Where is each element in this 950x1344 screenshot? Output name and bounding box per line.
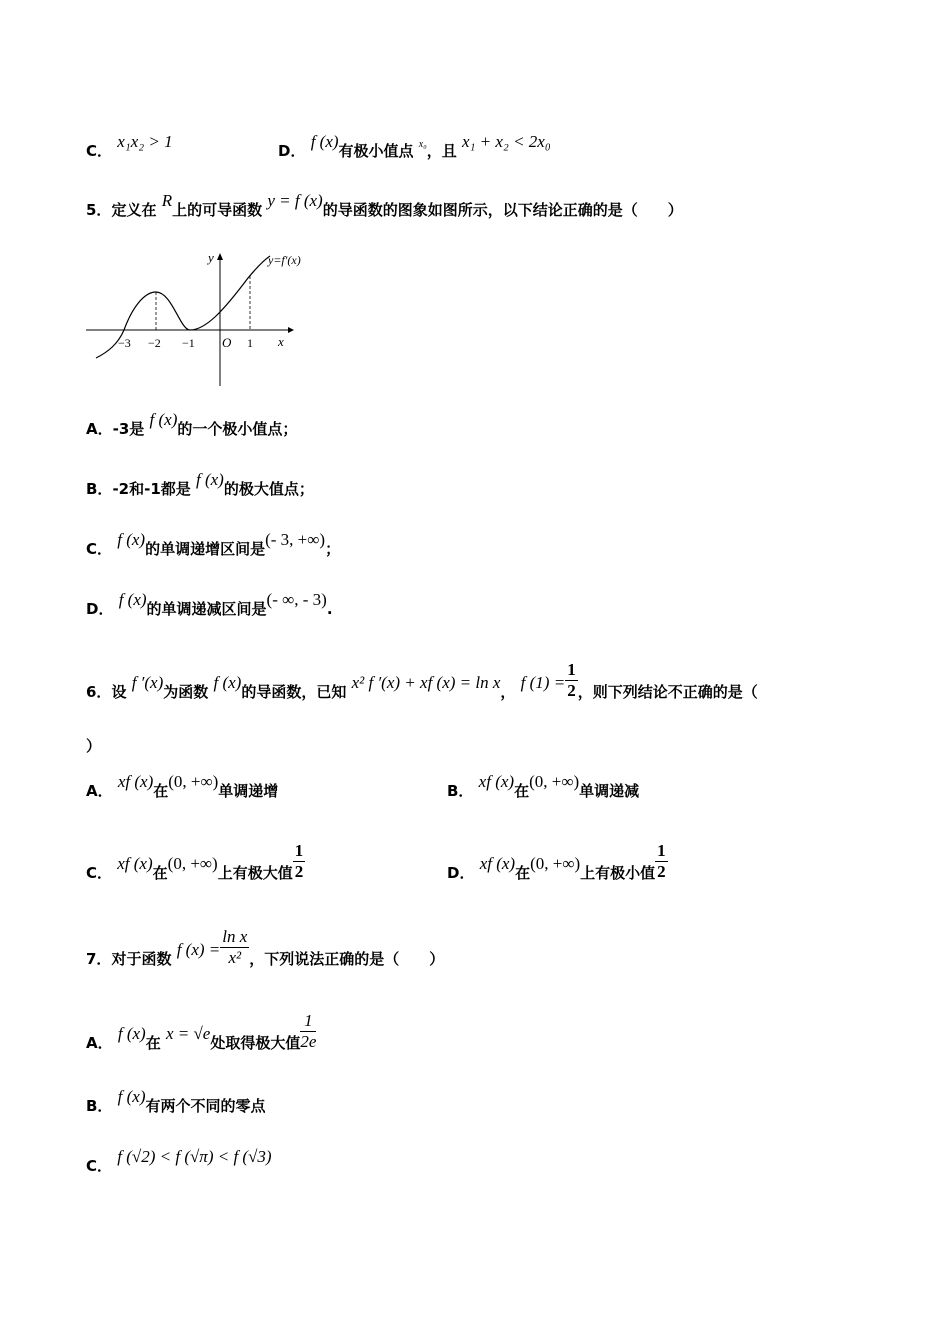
fraction-denominator: 2e: [300, 1032, 317, 1051]
x-axis-arrow: [288, 327, 294, 333]
math-expression: y = f (x): [267, 191, 323, 210]
math-expression: f (x): [117, 530, 146, 549]
fraction: [565, 660, 578, 701]
math-expression: f (x) =: [176, 940, 221, 959]
question-text: 上的可导函数: [172, 201, 263, 219]
math-expression: f (x): [310, 132, 339, 151]
q5-option-a: [86, 410, 298, 439]
q5-stem: [86, 191, 683, 220]
q4-option-d: [278, 132, 551, 164]
q6-option-c: [86, 841, 305, 894]
q7-option-a: [86, 1011, 317, 1064]
option-text: 单调递减: [579, 782, 640, 800]
option-text: 的一个极小值点；: [177, 420, 298, 438]
option-text: .: [326, 600, 333, 618]
option-text: 的极大值点；: [223, 480, 314, 498]
option-text: 的单调递减区间是: [146, 600, 267, 618]
tick-label-minus-3: −3: [118, 336, 131, 350]
option-text: 在: [515, 864, 531, 882]
option-label: C．: [86, 864, 113, 882]
question-number: 6．: [86, 683, 112, 701]
math-expression: xf (x): [478, 772, 515, 791]
fraction-numerator: ln x: [222, 927, 248, 946]
derivative-graph: [84, 248, 314, 390]
option-text: ；: [325, 540, 341, 558]
q7-stem: [86, 927, 445, 980]
option-text: 在: [153, 782, 169, 800]
math-expression: x₀: [418, 139, 427, 150]
math-expression: f (x): [117, 1087, 146, 1106]
q6-stem-close: ）: [86, 737, 102, 755]
math-expression: (0, +∞): [168, 772, 219, 791]
y-axis-arrow: [217, 253, 223, 260]
option-text: 上有极大值: [217, 864, 293, 882]
math-expression: f ′(x): [131, 673, 164, 692]
option-label: B．: [447, 782, 474, 800]
option-text: 上有极小值: [580, 864, 656, 882]
q5-option-b: [86, 470, 314, 499]
tick-label-1: 1: [247, 336, 253, 350]
math-expression: (0, +∞): [530, 854, 581, 873]
option-text: 在: [514, 782, 530, 800]
option-text: 在: [152, 864, 168, 882]
question-text: 为函数: [163, 683, 209, 701]
question-text: 的导函数的图象如图所示，以下结论正确的是（ ）: [322, 201, 683, 219]
option-text: 的单调递增区间是: [145, 540, 266, 558]
option-label: B．: [86, 480, 113, 498]
math-expression: x₁x₂ > 1: [117, 132, 173, 151]
option-label: C．: [86, 142, 113, 160]
fraction-denominator: x²: [228, 948, 242, 967]
tick-label-minus-1: −1: [182, 336, 195, 350]
question-text: 定义在: [111, 201, 157, 219]
option-label: C．: [86, 1157, 113, 1175]
q6-option-b: [447, 772, 640, 801]
q5-option-d: [86, 590, 333, 619]
option-label: D．: [278, 142, 306, 160]
math-expression: xf (x): [479, 854, 516, 873]
fraction-denominator: 2: [657, 862, 666, 881]
question-number: 7．: [86, 950, 112, 968]
math-expression: f (x): [149, 410, 178, 429]
option-text: -3是: [112, 420, 145, 438]
fraction: [220, 927, 249, 968]
math-expression: xf (x): [117, 854, 153, 873]
q6-option-d: [447, 841, 668, 894]
fraction: [655, 841, 668, 882]
option-text: 处取得极大值: [210, 1034, 301, 1052]
option-text: 在: [145, 1034, 161, 1052]
fraction-denominator: 2: [567, 681, 576, 700]
math-expression: x = √e: [165, 1024, 211, 1043]
question-text: 设: [111, 683, 127, 701]
y-axis-label: y: [208, 250, 214, 265]
option-text: 有极小值点: [338, 142, 414, 160]
math-expression: x² f ′(x) + xf (x) = ln x: [351, 673, 501, 692]
option-label: A．: [86, 1034, 113, 1052]
q4-option-c: [86, 132, 173, 161]
q5-option-c: [86, 530, 341, 559]
math-expression: f (√2) < f (√π) < f (√3): [117, 1147, 272, 1166]
x-axis-label: x: [278, 334, 284, 349]
fraction-numerator: 1: [567, 660, 576, 679]
math-expression: (0, +∞): [167, 854, 218, 873]
question-text: 的导函数，已知: [241, 683, 347, 701]
math-expression: (0, +∞): [529, 772, 580, 791]
option-text: 有两个不同的零点: [145, 1097, 266, 1115]
math-expression: f (x): [117, 1024, 146, 1043]
math-expression: f (1) =: [520, 673, 566, 692]
math-expression: f (x): [196, 470, 224, 489]
fraction-denominator: 2: [294, 862, 304, 881]
option-text: -2和-1都是: [112, 480, 191, 498]
tick-label-minus-2: −2: [148, 336, 161, 350]
fraction: [293, 841, 306, 882]
q7-option-b: [86, 1087, 266, 1116]
fraction-numerator: 1: [294, 841, 304, 860]
math-expression: (- ∞, - 3): [266, 590, 327, 609]
question-text: ，则下列结论不正确的是（: [577, 683, 758, 701]
math-expression: f (x): [118, 590, 147, 609]
question-text: ，: [500, 683, 516, 701]
math-expression: (- 3, +∞): [265, 530, 326, 549]
math-expression: R: [161, 191, 173, 210]
option-text: ，且: [426, 142, 457, 160]
fraction-numerator: 1: [657, 841, 666, 860]
option-label: D．: [447, 864, 475, 882]
q6-option-a: [86, 772, 279, 801]
math-expression: x₁ + x₂ < 2x₀: [461, 132, 551, 151]
curve-label: y=f′(x): [268, 253, 301, 267]
q6-stem: [86, 660, 758, 713]
question-number: 5．: [86, 201, 112, 219]
option-label: D．: [86, 600, 114, 618]
q7-option-c: [86, 1147, 272, 1176]
fraction: [300, 1011, 316, 1052]
origin-label: O: [222, 335, 232, 350]
option-text: 单调递增: [218, 782, 279, 800]
math-expression: f (x): [213, 673, 242, 692]
option-label: C．: [86, 540, 113, 558]
question-text: 对于函数: [111, 950, 172, 968]
question-text: ，下列说法正确的是（ ）: [249, 950, 445, 968]
option-label: B．: [86, 1097, 113, 1115]
math-expression: xf (x): [117, 772, 154, 791]
option-label: A．: [86, 782, 113, 800]
fraction-numerator: 1: [300, 1011, 316, 1032]
option-label: A．: [86, 420, 113, 438]
